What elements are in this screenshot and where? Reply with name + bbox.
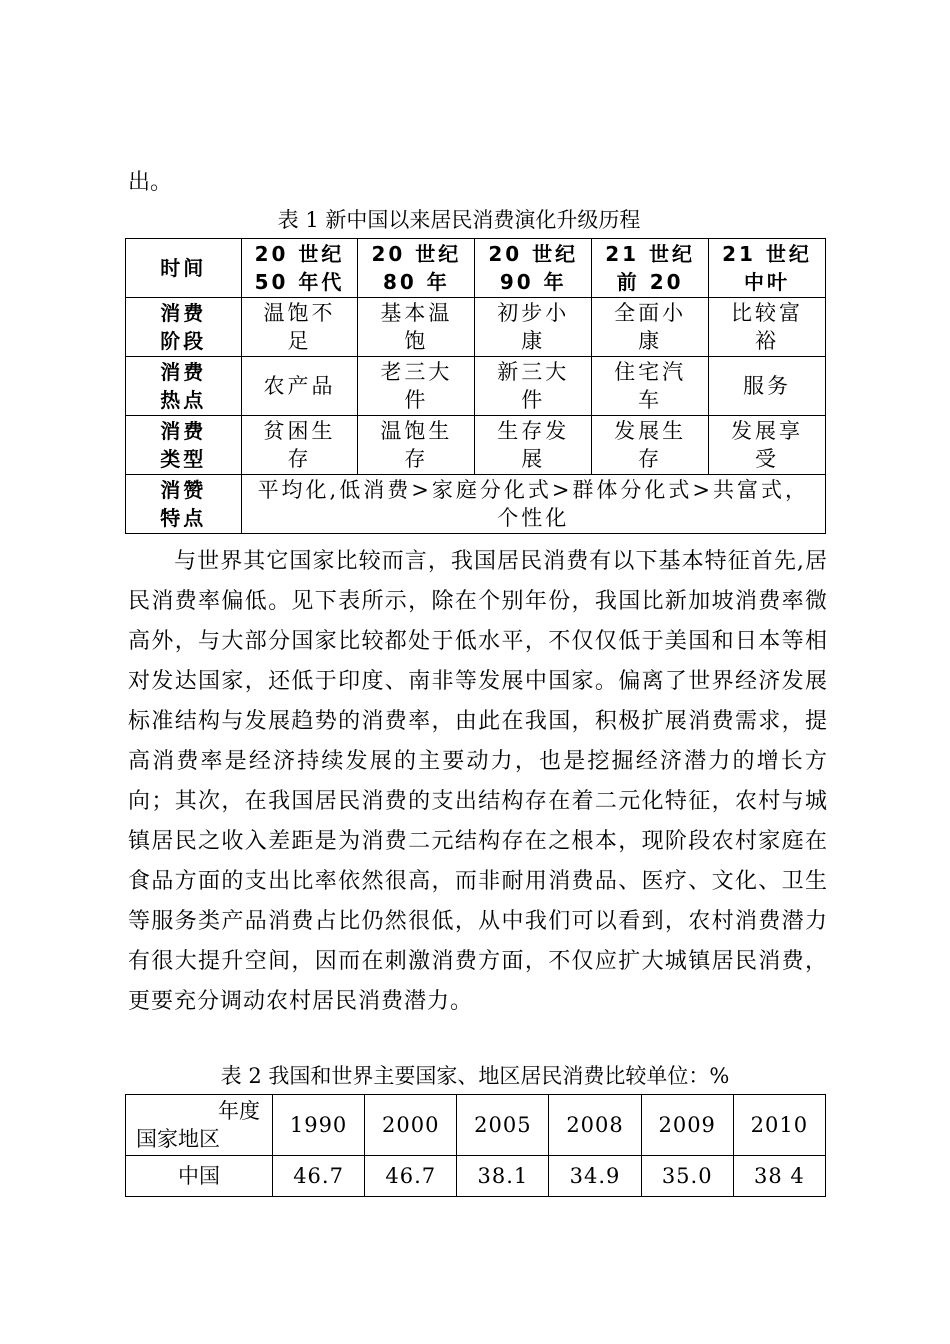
- header-cell: 时间: [126, 239, 242, 298]
- table-cell: 生存发展: [475, 416, 592, 475]
- header-cell: 20 世纪 90 年: [475, 239, 592, 298]
- value-cell: 38 4: [733, 1156, 825, 1197]
- text-fragment: 出。: [128, 170, 173, 195]
- value-cell: 46.7: [273, 1156, 365, 1197]
- table-cell: 老三大件: [358, 357, 475, 416]
- header-cell: 21 世纪 前 20: [592, 239, 709, 298]
- table-cell: 初步小康: [475, 298, 592, 357]
- year-header: 2000: [365, 1095, 457, 1156]
- corner-header-cell: [126, 1095, 273, 1156]
- table2-caption: 表 2 我国和世界主要国家、地区居民消费比较单位：%: [220, 1064, 730, 1088]
- table-cell: 住宅汽车: [592, 357, 709, 416]
- table-header-row: [126, 239, 826, 298]
- body-paragraph: [128, 542, 828, 1022]
- row-label: 消费热点: [126, 357, 242, 416]
- value-cell: 46.7: [365, 1156, 457, 1197]
- header-cell: 20 世纪 80 年: [358, 239, 475, 298]
- table-cell: 全面小康: [592, 298, 709, 357]
- table-cell: 贫困生存: [241, 416, 358, 475]
- year-header: 2010: [733, 1095, 825, 1156]
- value-cell: 35.0: [641, 1156, 733, 1197]
- row-label: 消赞特点: [126, 475, 242, 534]
- row-label: 消费类型: [126, 416, 242, 475]
- value-cell: 34.9: [549, 1156, 641, 1197]
- year-header: 2005: [457, 1095, 549, 1156]
- table-cell: 发展享受: [709, 416, 826, 475]
- table-row: [126, 1156, 826, 1197]
- table-cell: 服务: [709, 357, 826, 416]
- table-cell: 新三大件: [475, 357, 592, 416]
- table-cell: 基本温饱: [358, 298, 475, 357]
- merged-cell: 平均化,低消费>家庭分化式>群体分化式>共富式，个性化: [241, 475, 825, 534]
- corner-top-label: 年度: [218, 1099, 260, 1123]
- year-header: 2008: [549, 1095, 641, 1156]
- table-cell: 温饱不足: [241, 298, 358, 357]
- year-header: 2009: [641, 1095, 733, 1156]
- row-label: 消费阶段: [126, 298, 242, 357]
- table-row: [126, 416, 826, 475]
- table-cell: 温饱生存: [358, 416, 475, 475]
- consumption-evolution-table: [125, 238, 826, 534]
- year-header: 1990: [273, 1095, 365, 1156]
- table1-caption: 表 1 新中国以来居民消费演化升级历程: [277, 208, 641, 232]
- consumption-comparison-table: [125, 1094, 826, 1197]
- corner-bottom-label: 国家地区: [136, 1127, 220, 1151]
- header-cell: 21 世纪 中叶: [709, 239, 826, 298]
- table-row: [126, 475, 826, 534]
- table-cell: 比较富裕: [709, 298, 826, 357]
- table-cell: 发展生存: [592, 416, 709, 475]
- table-cell: 农产品: [241, 357, 358, 416]
- header-cell: 20 世纪 50 年代: [241, 239, 358, 298]
- paragraph-text: 与世界其它国家比较而言，我国居民消费有以下基本特征首先,居民消费率偏低。见下表所示，除在个别年份，我国比新加坡消费率微高外，与大部分国家比较都处于低水平，不仅仅低于美国和日本等相对发达国家，还低于印度、南非等发展中国家。偏离了世界经济发展标准结构与发展趋势的消费率，由此在我国，积极扩展消费需求，提高消费率是经济持续发展的主要动力，也是挖掘经济潜力的增长方向；其次，在我国居民消费的支出结构存在着二元化特征，农村与城镇居民之收入差距是为消费二元结构存在之根本，现阶段农村家庭在食品方面的支出比率依然很高，而非耐用消费品、医疗、文化、卫生等服务类产品消费占比仍然很低，从中我们可以看到，农村消费潜力有很大提升空间，因而在刺激消费方面，不仅应扩大城镇居民消费，更要充分调动农村居民消费潜力。: [128, 549, 828, 1014]
- table-row: [126, 298, 826, 357]
- table-header-row: [126, 1095, 826, 1156]
- table-row: [126, 357, 826, 416]
- value-cell: 38.1: [457, 1156, 549, 1197]
- country-cell: 中国: [126, 1156, 273, 1197]
